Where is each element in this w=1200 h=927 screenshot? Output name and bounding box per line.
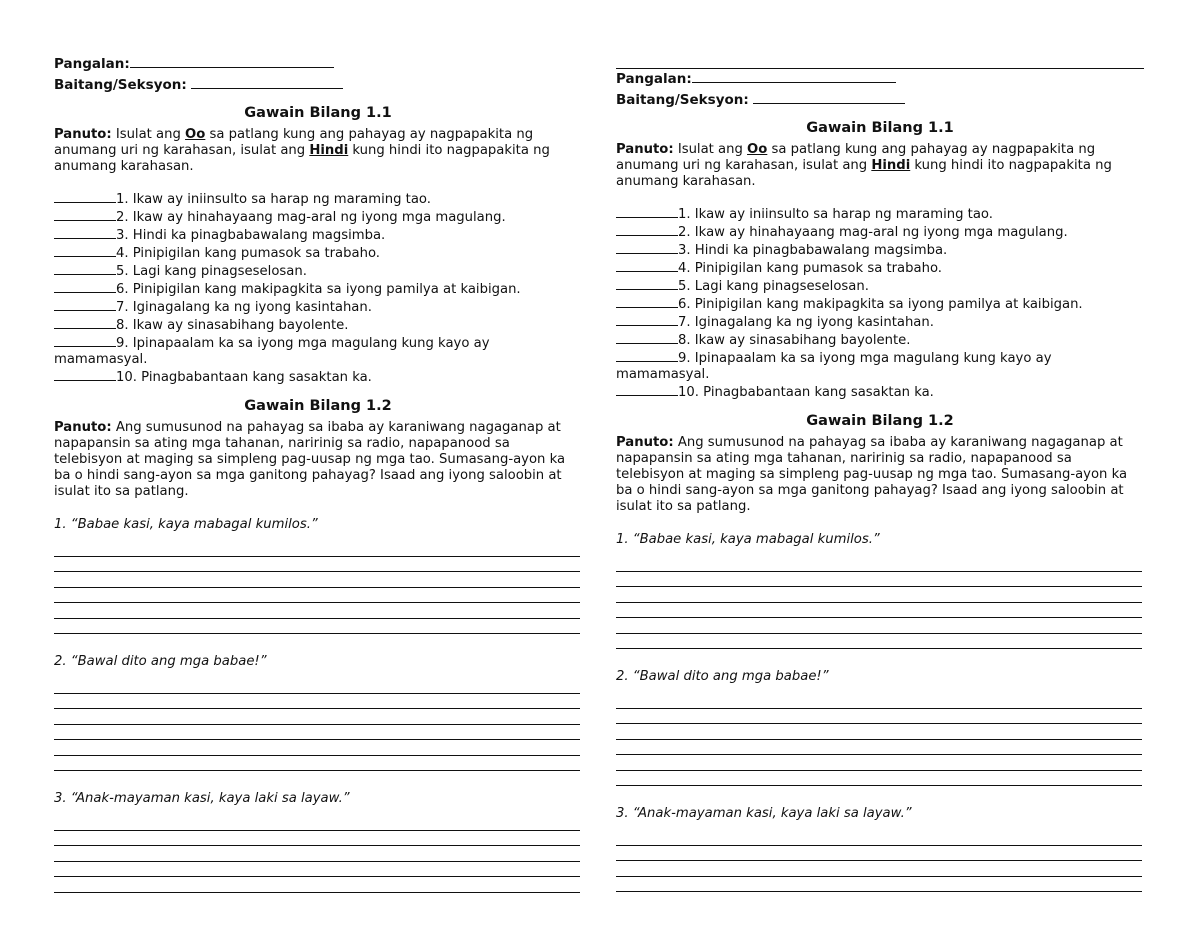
gawain-1-title: Gawain Bilang 1.1 <box>806 120 954 136</box>
writing-line[interactable] <box>616 556 1142 572</box>
gawain-1-instructions <box>616 142 1144 190</box>
section-field <box>616 90 1144 111</box>
list-item <box>616 383 1144 401</box>
writing-line[interactable] <box>616 572 1142 588</box>
pangalan-label: Pangalan: <box>616 71 692 87</box>
writing-line[interactable] <box>54 603 580 619</box>
writing-line[interactable] <box>54 694 580 710</box>
item-text: 4. Pinipigilan kang pumasok sa trabaho. <box>678 261 942 276</box>
writing-line[interactable] <box>616 877 1142 893</box>
list-item <box>616 313 1144 331</box>
item-text: 8. Ikaw ay sinasabihang bayolente. <box>116 318 349 333</box>
panuto-label: Panuto: <box>616 435 674 450</box>
gawain-1-instructions <box>54 127 582 175</box>
gawain-1-items <box>616 205 1144 401</box>
writing-line[interactable] <box>54 678 580 694</box>
item-text: 1. Ikaw ay iniinsulto sa harap ng maraming tao. <box>116 192 431 207</box>
seksyon-label: Baitang/Seksyon: <box>616 92 749 108</box>
panuto-text: Ang sumusunod na pahayag sa ibaba ay karaniwang nagaganap at napapansin sa ating mga tahanan, naririnig sa radio, napapanood sa telebisyon at maging sa simpleng pag-uusap ng mga tao. Sumasang-ayon ka ba o hindi sang-ayon sa mga ganitong pahayag? Isaad ang iyong saloobin at isulat ito sa patlang. <box>54 420 566 499</box>
gawain-2-title: Gawain Bilang 1.2 <box>806 413 954 429</box>
writing-line[interactable] <box>54 619 580 635</box>
writing-line[interactable] <box>54 709 580 725</box>
writing-line[interactable] <box>616 740 1142 756</box>
panuto-text: kung hindi ito nagpapakita ng anumang karahasan. <box>54 143 550 174</box>
name-field <box>616 69 1144 90</box>
answer-blank[interactable] <box>616 313 678 326</box>
writing-line[interactable] <box>616 618 1142 634</box>
seksyon-blank[interactable] <box>753 90 905 104</box>
pangalan-blank[interactable] <box>692 69 896 83</box>
writing-line[interactable] <box>54 572 580 588</box>
item-text: 4. Pinipigilan kang pumasok sa trabaho. <box>116 246 380 261</box>
answer-blank[interactable] <box>54 280 116 293</box>
worksheet-left <box>54 0 582 893</box>
writing-line[interactable] <box>54 588 580 604</box>
item-text: 2. Ikaw ay hinahayaang mag-aral ng iyong mga magulang. <box>116 210 506 225</box>
answer-blank[interactable] <box>616 259 678 272</box>
list-item <box>54 368 582 386</box>
question-3: 3. “Anak-mayaman kasi, kaya laki sa layaw.” <box>616 806 912 821</box>
writing-line[interactable] <box>616 587 1142 603</box>
writing-line[interactable] <box>616 861 1142 877</box>
gawain-2-title: Gawain Bilang 1.2 <box>244 398 392 414</box>
answer-lines <box>54 815 582 893</box>
panuto-text: Isulat ang <box>111 127 186 142</box>
gawain-2-instructions <box>54 420 582 500</box>
list-item <box>54 262 582 280</box>
list-item <box>616 241 1144 259</box>
item-text: 6. Pinipigilan kang makipagkita sa iyong pamilya at kaibigan. <box>678 297 1083 312</box>
list-item <box>54 316 582 334</box>
answer-blank[interactable] <box>616 241 678 254</box>
answer-blank[interactable] <box>616 331 678 344</box>
list-item <box>54 298 582 316</box>
gawain-1-items <box>54 190 582 386</box>
answer-lines <box>616 693 1144 786</box>
item-text: 6. Pinipigilan kang makipagkita sa iyong pamilya at kaibigan. <box>116 282 521 297</box>
writing-line[interactable] <box>54 541 580 557</box>
item-text: 5. Lagi kang pinagseselosan. <box>116 264 307 279</box>
item-text: 7. Iginagalang ka ng iyong kasintahan. <box>116 300 372 315</box>
question-2: 2. “Bawal dito ang mga babae!” <box>616 669 829 684</box>
answer-blank[interactable] <box>54 334 116 347</box>
writing-line[interactable] <box>616 724 1142 740</box>
panuto-text: Ang sumusunod na pahayag sa ibaba ay karaniwang nagaganap at napapansin sa ating mga tahanan, naririnig sa radio, napapanood sa telebisyon at maging sa simpleng pag-uusap ng mga tao. Sumasang-ayon ka ba o hindi sang-ayon sa mga ganitong pahayag? Isaad ang iyong saloobin at isulat ito sa patlang. <box>616 435 1128 514</box>
question-1: 1. “Babae kasi, kaya mabagal kumilos.” <box>616 532 880 547</box>
panuto-text: sa patlang kung ang pahayag ay nagpapakita ng anumang uri ng karahasan, isulat ang <box>616 142 1096 173</box>
list-item <box>616 331 1144 349</box>
list-item <box>616 277 1144 295</box>
writing-line[interactable] <box>616 709 1142 725</box>
writing-line[interactable] <box>54 877 580 893</box>
writing-line[interactable] <box>616 603 1142 619</box>
answer-blank[interactable] <box>54 244 116 257</box>
panuto-label: Panuto: <box>54 420 112 435</box>
writing-line[interactable] <box>616 846 1142 862</box>
item-text: 2. Ikaw ay hinahayaang mag-aral ng iyong mga magulang. <box>678 225 1068 240</box>
item-text: 3. Hindi ka pinagbabawalang magsimba. <box>116 228 386 243</box>
hindi-keyword: Hindi <box>871 158 911 173</box>
panuto-text: kung hindi ito nagpapakita ng anumang karahasan. <box>616 158 1112 189</box>
list-item <box>54 190 582 208</box>
answer-blank[interactable] <box>54 208 116 221</box>
answer-lines <box>616 830 1144 892</box>
answer-blank[interactable] <box>54 226 116 239</box>
answer-blank[interactable] <box>54 316 116 329</box>
answer-blank[interactable] <box>54 262 116 275</box>
list-item <box>616 349 1144 383</box>
answer-lines <box>54 678 582 771</box>
question-2: 2. “Bawal dito ang mga babae!” <box>54 654 267 669</box>
panuto-text: Isulat ang <box>673 142 748 157</box>
writing-line[interactable] <box>54 815 580 831</box>
list-item <box>54 280 582 298</box>
answer-blank[interactable] <box>616 383 678 396</box>
item-text: 7. Iginagalang ka ng iyong kasintahan. <box>678 315 934 330</box>
gawain-1-title: Gawain Bilang 1.1 <box>244 105 392 121</box>
list-item <box>616 223 1144 241</box>
answer-blank[interactable] <box>54 190 116 203</box>
answer-blank[interactable] <box>616 205 678 218</box>
seksyon-label: Baitang/Seksyon: <box>54 77 187 93</box>
answer-blank[interactable] <box>54 368 116 381</box>
list-item <box>616 295 1144 313</box>
item-text: 5. Lagi kang pinagseselosan. <box>678 279 869 294</box>
answer-lines <box>54 541 582 634</box>
writing-line[interactable] <box>616 634 1142 650</box>
panuto-text: sa patlang kung ang pahayag ay nagpapakita ng anumang uri ng karahasan, isulat ang <box>54 127 534 158</box>
list-item <box>616 259 1144 277</box>
answer-blank[interactable] <box>616 295 678 308</box>
answer-blank[interactable] <box>54 298 116 311</box>
writing-line[interactable] <box>616 693 1142 709</box>
gawain-2-questions <box>54 517 582 893</box>
writing-line[interactable] <box>54 831 580 847</box>
answer-blank[interactable] <box>616 277 678 290</box>
writing-line[interactable] <box>54 756 580 772</box>
item-text: 3. Hindi ka pinagbabawalang magsimba. <box>678 243 948 258</box>
item-text: 1. Ikaw ay iniinsulto sa harap ng maraming tao. <box>678 207 993 222</box>
gawain-2-instructions <box>616 435 1144 515</box>
item-text: 10. Pinagbabantaan kang sasaktan ka. <box>116 370 372 385</box>
writing-line[interactable] <box>54 740 580 756</box>
item-text: 8. Ikaw ay sinasabihang bayolente. <box>678 333 911 348</box>
writing-line[interactable] <box>616 755 1142 771</box>
answer-lines <box>616 556 1144 649</box>
pangalan-label: Pangalan: <box>54 56 130 72</box>
writing-line[interactable] <box>616 830 1142 846</box>
writing-line[interactable] <box>54 557 580 573</box>
answer-blank[interactable] <box>616 349 678 362</box>
panuto-label: Panuto: <box>54 127 112 142</box>
oo-keyword: Oo <box>747 142 768 157</box>
name-field <box>54 54 582 75</box>
writing-line[interactable] <box>54 862 580 878</box>
gawain-2-questions <box>616 532 1144 892</box>
worksheet-right <box>616 0 1144 892</box>
oo-keyword: Oo <box>185 127 206 142</box>
question-1: 1. “Babae kasi, kaya mabagal kumilos.” <box>54 517 318 532</box>
answer-blank[interactable] <box>616 223 678 236</box>
writing-line[interactable] <box>54 725 580 741</box>
section-field <box>54 75 582 96</box>
pangalan-blank[interactable] <box>130 54 334 68</box>
list-item <box>54 244 582 262</box>
hindi-keyword: Hindi <box>309 143 349 158</box>
list-item <box>54 208 582 226</box>
item-text: 10. Pinagbabantaan kang sasaktan ka. <box>678 385 934 400</box>
writing-line[interactable] <box>616 771 1142 787</box>
item-text: 9. Ipinapaalam ka sa iyong mga magulang kung kayo ay mamamasyal. <box>616 351 1052 382</box>
list-item <box>616 205 1144 223</box>
seksyon-blank[interactable] <box>191 75 343 89</box>
panuto-label: Panuto: <box>616 142 674 157</box>
list-item <box>54 334 582 368</box>
question-3: 3. “Anak-mayaman kasi, kaya laki sa layaw.” <box>54 791 350 806</box>
writing-line[interactable] <box>54 846 580 862</box>
list-item <box>54 226 582 244</box>
item-text: 9. Ipinapaalam ka sa iyong mga magulang kung kayo ay mamamasyal. <box>54 336 490 367</box>
